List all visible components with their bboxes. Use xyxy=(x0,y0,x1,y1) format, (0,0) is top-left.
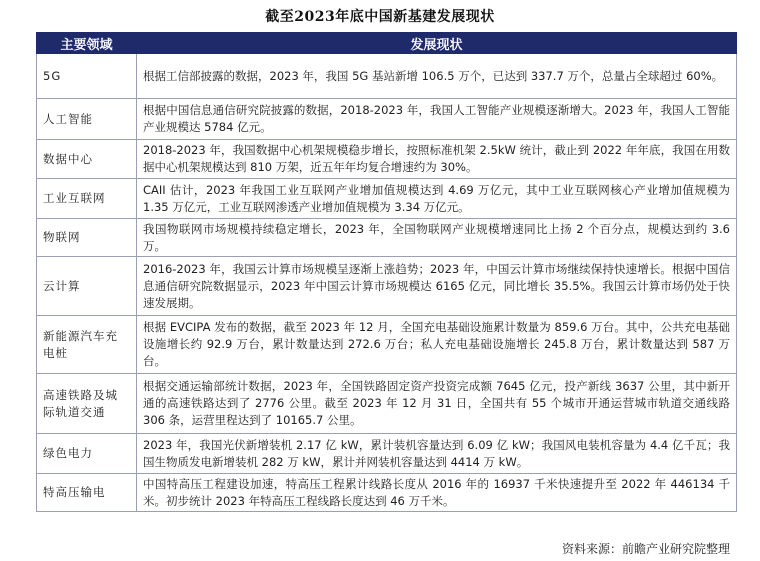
table-row xyxy=(37,257,737,316)
table-row xyxy=(37,219,737,257)
row-description: 根据中国信息通信研究院披露的数据，2018-2023 年，我国人工智能产业规模逐渐增大。2023 年，我国人工智能产业规模达 5784 亿元。 xyxy=(137,99,737,140)
row-domain: 云计算 xyxy=(37,257,137,316)
row-description: 根据交通运输部统计数据，2023 年，全国铁路固定资产投资完成额 7645 亿元，投产新线 3637 公里，其中新开通的高速铁路达到了 2776 公里。截至 2023 年 12 月 31 日，全国共有 55 个城市开通运营城市轨道交通线路 306 条，运营里程达到了 10165.7 公里。 xyxy=(137,374,737,434)
row-description: 2016-2023 年，我国云计算市场规模呈逐渐上涨趋势；2023 年，中国云计算市场继续保持快速增长。根据中国信息通信研究院数据显示，2023 年中国云计算市场规模达 6165 亿元，同比增长 35.5%。我国云计算市场仍处于快速发展期。 xyxy=(137,257,737,316)
row-description: 根据 EVCIPA 发布的数据，截至 2023 年 12 月，全国充电基础设施累计数量为 859.6 万台。其中，公共充电基础设施增长约 92.9 万台，累计数量达到 272.6 万台；私人充电基础设施增长 245.8 万台，累计数量达到 587 万台。 xyxy=(137,316,737,374)
table-header-row xyxy=(37,33,737,54)
row-domain: 绿色电力 xyxy=(37,434,137,474)
table-row xyxy=(37,179,737,219)
table-row xyxy=(37,434,737,474)
row-description: 2023 年，我国光伏新增装机 2.17 亿 kW，累计装机容量达到 6.09 亿 kW；我国风电装机容量为 4.4 亿千瓦；我国生物质发电新增装机 282 万 kW，累计并网装机容量达到 4414 万 kW。 xyxy=(137,434,737,474)
row-description: 根据工信部披露的数据，2023 年，我国 5G 基站新增 106.5 万个，已达到 337.7 万个，总量占全球超过 60%。 xyxy=(137,54,737,99)
row-domain: 物联网 xyxy=(37,219,137,257)
page-title: 截至2023年底中国新基建发展现状 xyxy=(265,9,495,25)
source-note: 资料来源：前瞻产业研究院整理 xyxy=(561,542,730,556)
row-domain: 数据中心 xyxy=(37,140,137,179)
table-row xyxy=(37,140,737,179)
row-domain: 5G xyxy=(37,54,137,99)
development-status-table xyxy=(36,32,737,512)
row-description: 中国特高压工程建设加速，特高压工程累计线路长度从 2016 年的 16937 千米快速提升至 2022 年 446134 千米。初步统计 2023 年特高压工程线路长度达到 46 万千米。 xyxy=(137,474,737,512)
table-row xyxy=(37,99,737,140)
row-domain: 新能源汽车充电桩 xyxy=(37,316,137,374)
row-domain: 人工智能 xyxy=(37,99,137,140)
table-row xyxy=(37,316,737,374)
row-domain: 工业互联网 xyxy=(37,179,137,219)
table-row xyxy=(37,474,737,512)
row-domain: 高速铁路及城际轨道交通 xyxy=(37,374,137,434)
row-description: 2018-2023 年，我国数据中心机架规模稳步增长，按照标准机架 2.5kW 统计，截止到 2022 年年底，我国在用数据中心机架规模达到 810 万架，近五年年均复合增速约为 30%。 xyxy=(137,140,737,179)
row-description: 我国物联网市场规模持续稳定增长，2023 年，全国物联网产业规模增速同比上扬 2 个百分点，规模达到约 3.6 万。 xyxy=(137,219,737,257)
row-domain: 特高压输电 xyxy=(37,474,137,512)
table-row xyxy=(37,374,737,434)
row-description: CAII 估计，2023 年我国工业互联网产业增加值规模达到 4.69 万亿元，其中工业互联网核心产业增加值规模为 1.35 万亿元，工业互联网渗透产业增加值规模为 3.34 万亿元。 xyxy=(137,179,737,219)
header-status: 发展现状 xyxy=(137,33,737,54)
header-domain: 主要领域 xyxy=(37,33,137,54)
table-row xyxy=(37,54,737,99)
